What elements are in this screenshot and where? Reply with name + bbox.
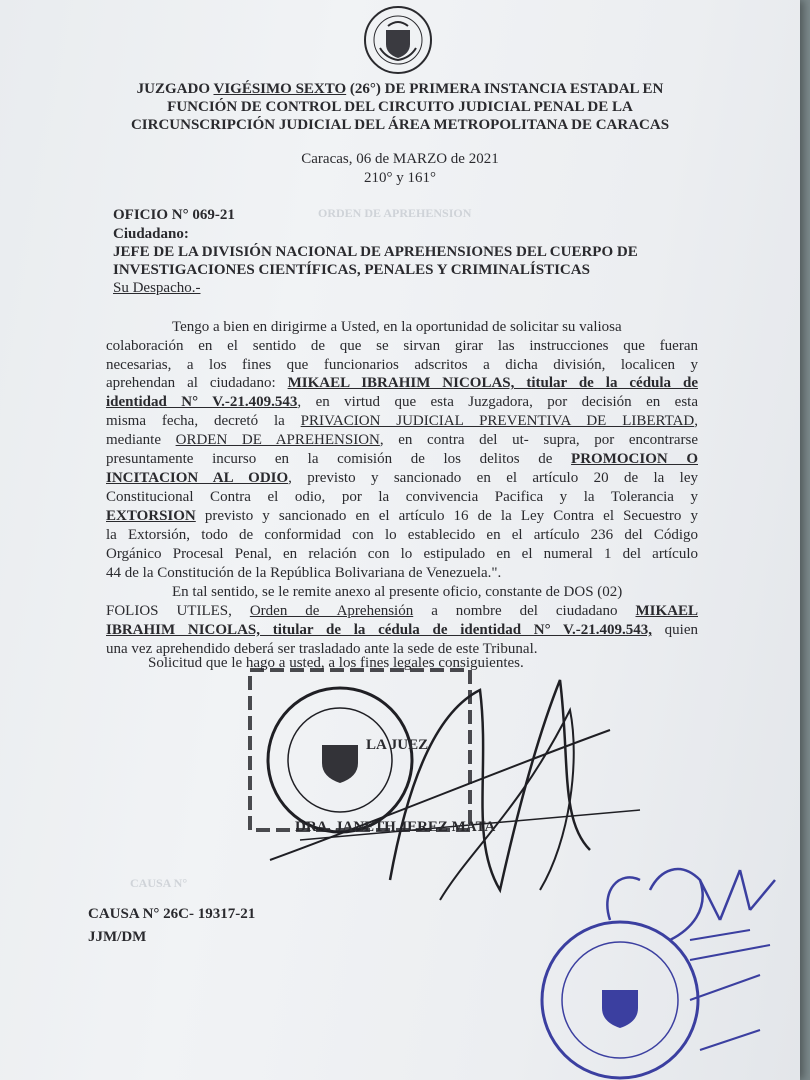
body-line: misma fecha, decretó la PRIVACION JUDICIAL PREVENTIVA DE LIBERTAD,: [106, 413, 698, 429]
receipt-stamp: [510, 850, 810, 1080]
judge-name: DRA. JANETH JEREZ MATA: [295, 819, 496, 835]
body-line: colaboración en el sentido de que se sirvan girar las instrucciones que fueran: [106, 338, 698, 354]
ciudadano-label: Ciudadano:: [113, 226, 189, 242]
body-line: identidad N° V.-21.409.543, en virtud que esta Juzgadora, por decisión en esta: [106, 394, 699, 410]
body-line: 44 de la Constitución de la República Bolivariana de Venezuela.".: [106, 565, 502, 581]
body-line: En tal sentido, se le remite anexo al presente oficio, constante de DOS (02): [172, 584, 623, 600]
judge-title: LA JUEZ: [366, 737, 429, 753]
bleed-through-text: ORDEN DE APREHENSION: [318, 206, 472, 220]
recipient-title-line2: INVESTIGACIONES CIENTÍFICAS, PENALES Y CRIMINALÍSTICAS: [113, 262, 590, 278]
body-line: necesarias, a los fines que funcionarios adscritos a dicha división, localicen y: [106, 357, 698, 373]
tsj-header-seal: [362, 4, 434, 76]
despacho-label: Su Despacho.-: [113, 280, 201, 296]
year-line: 210° y 161°: [364, 170, 436, 186]
initials: JJM/DM: [88, 929, 147, 945]
body-line: Tengo a bien en dirigirme a Usted, en la oportunidad de solicitar su valiosa: [172, 319, 622, 335]
body-line: INCITACION AL ODIO, previsto y sancionado en el artículo 20 de la ley: [106, 470, 698, 486]
bleed-through-text: CAUSA N°: [130, 876, 188, 890]
body-line: la Extorsión, todo de conformidad con lo establecido en el artículo 236 del Código: [106, 527, 698, 543]
body-line: presuntamente incurso en la comisión de los delitos de PROMOCION O: [106, 451, 698, 467]
date-line: Caracas, 06 de MARZO de 2021: [301, 151, 499, 167]
body-line: IBRAHIM NICOLAS, titular de la cédula de identidad N° V.-21.409.543, quien: [106, 622, 698, 638]
court-header-line1: JUZGADO VIGÉSIMO SEXTO (26°) DE PRIMERA INSTANCIA ESTADAL EN: [136, 81, 664, 97]
closing-line: Solicitud que le hago a usted, a los fines legales consiguientes.: [148, 655, 524, 671]
body-line: mediante ORDEN DE APREHENSION, en contra del ut- supra, por encontrarse: [106, 432, 698, 448]
oficio-number: OFICIO N° 069-21: [113, 207, 235, 223]
court-header-line2: FUNCIÓN DE CONTROL DEL CIRCUITO JUDICIAL PENAL DE LA: [167, 99, 633, 115]
recipient-title-line1: JEFE DE LA DIVISIÓN NACIONAL DE APREHENSIONES DEL CUERPO DE: [113, 244, 638, 260]
body-line: una vez aprehendido deberá ser trasladado ante la sede de este Tribunal.: [106, 641, 538, 657]
body-line: aprehendan al ciudadano: MIKAEL IBRAHIM NICOLAS, titular de la cédula de: [106, 375, 698, 391]
body-line: FOLIOS UTILES, Orden de Aprehensión a nombre del ciudadano MIKAEL: [106, 603, 698, 619]
case-number: CAUSA N° 26C- 19317-21: [88, 906, 256, 922]
body-line: Constitucional Contra el odio, por la convivencia Pacifica y la Tolerancia y: [106, 489, 698, 505]
court-header-line3: CIRCUNSCRIPCIÓN JUDICIAL DEL ÁREA METROPOLITANA DE CARACAS: [130, 117, 670, 133]
body-line: Orgánico Procesal Penal, en relación con lo estipulado en el numeral 1 del artículo: [106, 546, 698, 562]
body-line: EXTORSION previsto y sancionado en el artículo 16 de la Ley Contra el Secuestro y: [106, 508, 698, 524]
